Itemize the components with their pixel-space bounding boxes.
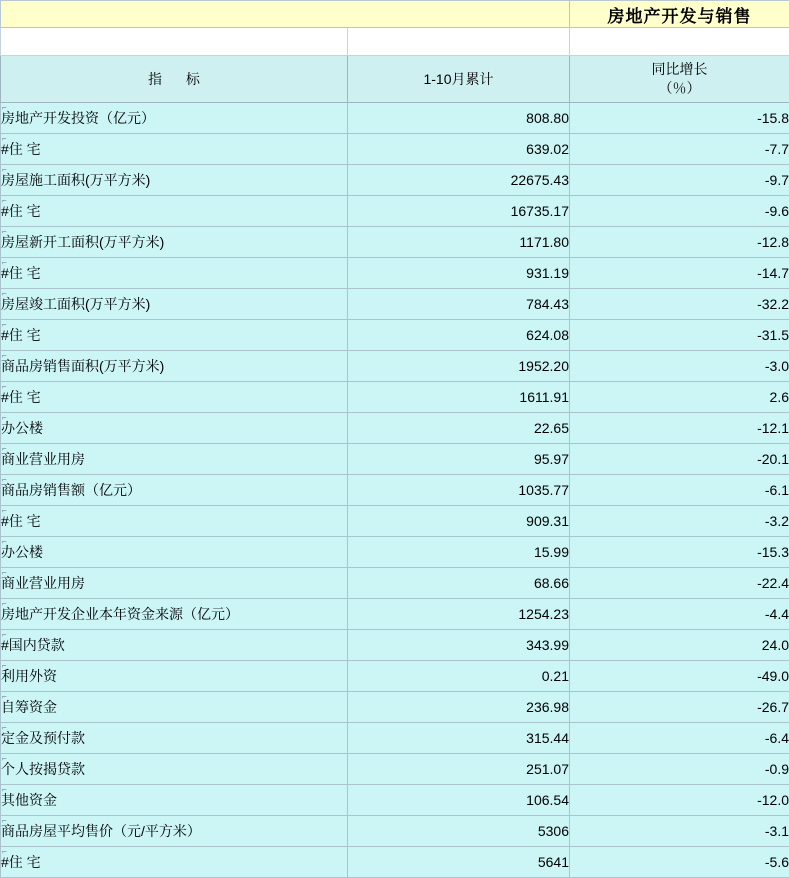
title-blank-left — [1, 1, 348, 28]
table-row — [1, 382, 789, 413]
cell-marker-icon: ⌐ — [2, 476, 7, 484]
row-label — [1, 537, 348, 568]
row-value: 624.08 — [348, 320, 570, 351]
row-growth: -49.0 — [570, 661, 789, 692]
header-growth-line1: 同比增长 — [570, 60, 789, 79]
row-label-text: 个人按揭贷款 — [1, 761, 85, 777]
title-blank-mid — [348, 1, 570, 28]
table-body — [1, 1, 789, 878]
row-value: 251.07 — [348, 754, 570, 785]
row-label-text: 商业营业用房 — [1, 451, 85, 467]
row-value: 236.98 — [348, 692, 570, 723]
row-growth: -31.5 — [570, 320, 789, 351]
table-row — [1, 227, 789, 258]
table-row — [1, 692, 789, 723]
row-growth: -15.8 — [570, 103, 789, 134]
row-label-text: 利用外资 — [1, 668, 57, 684]
row-value: 95.97 — [348, 444, 570, 475]
row-value: 784.43 — [348, 289, 570, 320]
cell-marker-icon: ⌐ — [2, 352, 7, 360]
table-row — [1, 568, 789, 599]
row-value: 343.99 — [348, 630, 570, 661]
row-label-text: #住 宅 — [1, 513, 41, 529]
row-label — [1, 382, 348, 413]
row-growth: -4.4 — [570, 599, 789, 630]
row-value: 16735.17 — [348, 196, 570, 227]
row-value: 106.54 — [348, 785, 570, 816]
table-row — [1, 785, 789, 816]
cell-marker-icon: ⌐ — [2, 600, 7, 608]
cell-marker-icon: ⌐ — [2, 786, 7, 794]
row-label — [1, 599, 348, 630]
table-row — [1, 444, 789, 475]
row-label — [1, 630, 348, 661]
row-growth: -6.1 — [570, 475, 789, 506]
cell-marker-icon: ⌐ — [2, 414, 7, 422]
cell-marker-icon: ⌐ — [2, 290, 7, 298]
table-row — [1, 258, 789, 289]
spacer-cell-1 — [1, 28, 348, 56]
row-label-text: 房地产开发企业本年资金来源（亿元） — [1, 606, 239, 622]
table-row — [1, 289, 789, 320]
page-title: 房地产开发与销售 — [570, 1, 789, 28]
row-label — [1, 165, 348, 196]
table-row — [1, 506, 789, 537]
row-growth: -9.6 — [570, 196, 789, 227]
row-label — [1, 320, 348, 351]
row-growth: 24.0 — [570, 630, 789, 661]
table-row — [1, 134, 789, 165]
row-label-text: #住 宅 — [1, 265, 41, 281]
row-label — [1, 227, 348, 258]
row-growth: -12.0 — [570, 785, 789, 816]
cell-marker-icon: ⌐ — [2, 724, 7, 732]
row-growth: -3.1 — [570, 816, 789, 847]
row-label — [1, 134, 348, 165]
row-value: 1611.91 — [348, 382, 570, 413]
cell-marker-icon: ⌐ — [2, 228, 7, 236]
row-label-text: 定金及预付款 — [1, 730, 85, 746]
table-row — [1, 847, 789, 878]
row-growth: -7.7 — [570, 134, 789, 165]
row-label-text: 办公楼 — [1, 420, 43, 436]
row-value: 15.99 — [348, 537, 570, 568]
row-growth: -6.4 — [570, 723, 789, 754]
table-row — [1, 816, 789, 847]
row-value: 1035.77 — [348, 475, 570, 506]
header-growth-line2: （％） — [570, 79, 789, 98]
row-value: 68.66 — [348, 568, 570, 599]
cell-marker-icon: ⌐ — [2, 693, 7, 701]
row-value: 22.65 — [348, 413, 570, 444]
cell-marker-icon: ⌐ — [2, 848, 7, 856]
table-row — [1, 103, 789, 134]
row-label-text: 自筹资金 — [1, 699, 57, 715]
row-growth: -3.0 — [570, 351, 789, 382]
table-row — [1, 661, 789, 692]
row-label-text: 商业营业用房 — [1, 575, 85, 591]
row-growth: -12.8 — [570, 227, 789, 258]
row-label-text: #住 宅 — [1, 389, 41, 405]
cell-marker-icon: ⌐ — [2, 569, 7, 577]
table-row — [1, 196, 789, 227]
row-label — [1, 785, 348, 816]
row-label-text: 商品房销售额（亿元） — [1, 482, 141, 498]
table-row — [1, 754, 789, 785]
row-label-text: 办公楼 — [1, 544, 43, 560]
cell-marker-icon: ⌐ — [2, 755, 7, 763]
row-label — [1, 847, 348, 878]
table-row — [1, 537, 789, 568]
row-growth: -15.3 — [570, 537, 789, 568]
spacer-cell-2 — [348, 28, 570, 56]
row-growth: -14.7 — [570, 258, 789, 289]
row-value: 315.44 — [348, 723, 570, 754]
row-label — [1, 661, 348, 692]
row-label — [1, 723, 348, 754]
cell-marker-icon: ⌐ — [2, 507, 7, 515]
table-row — [1, 165, 789, 196]
row-growth: -9.7 — [570, 165, 789, 196]
row-label — [1, 103, 348, 134]
row-growth: -32.2 — [570, 289, 789, 320]
row-label-text: #住 宅 — [1, 203, 41, 219]
row-growth: 2.6 — [570, 382, 789, 413]
row-label-text: 其他资金 — [1, 792, 57, 808]
table-row — [1, 723, 789, 754]
row-growth: -0.9 — [570, 754, 789, 785]
row-value: 22675.43 — [348, 165, 570, 196]
row-value: 808.80 — [348, 103, 570, 134]
spacer-cell-3 — [570, 28, 789, 56]
header-row — [1, 56, 789, 103]
row-label-text: 商品房屋平均售价（元/平方米） — [1, 823, 201, 839]
row-label-text: 房屋新开工面积(万平方米) — [1, 234, 164, 250]
row-label-text: #住 宅 — [1, 854, 41, 870]
row-value: 1254.23 — [348, 599, 570, 630]
table-row — [1, 413, 789, 444]
row-label-text: 房屋施工面积(万平方米) — [1, 172, 150, 188]
row-label-text: 商品房销售面积(万平方米) — [1, 358, 164, 374]
row-growth: -5.6 — [570, 847, 789, 878]
row-label-text: #住 宅 — [1, 327, 41, 343]
cell-marker-icon: ⌐ — [2, 166, 7, 174]
title-row — [1, 1, 789, 28]
row-growth: -20.1 — [570, 444, 789, 475]
row-label — [1, 258, 348, 289]
row-value: 5306 — [348, 816, 570, 847]
cell-marker-icon: ⌐ — [2, 321, 7, 329]
cell-marker-icon: ⌐ — [2, 631, 7, 639]
row-label — [1, 568, 348, 599]
row-label — [1, 816, 348, 847]
row-label-text: 房屋竣工面积(万平方米) — [1, 296, 150, 312]
header-label-col: 指 标 — [1, 56, 348, 103]
row-label — [1, 754, 348, 785]
row-label — [1, 289, 348, 320]
row-value: 639.02 — [348, 134, 570, 165]
row-label — [1, 351, 348, 382]
row-value: 931.19 — [348, 258, 570, 289]
cell-marker-icon: ⌐ — [2, 817, 7, 825]
row-label — [1, 475, 348, 506]
cell-marker-icon: ⌐ — [2, 259, 7, 267]
row-value: 909.31 — [348, 506, 570, 537]
table-row — [1, 351, 789, 382]
cell-marker-icon: ⌐ — [2, 383, 7, 391]
table-row — [1, 630, 789, 661]
row-label — [1, 506, 348, 537]
row-label-text: #住 宅 — [1, 141, 41, 157]
cell-marker-icon: ⌐ — [2, 662, 7, 670]
row-label-text: #国内贷款 — [1, 637, 65, 653]
row-growth: -12.1 — [570, 413, 789, 444]
table-row — [1, 599, 789, 630]
cell-marker-icon: ⌐ — [2, 445, 7, 453]
cell-marker-icon: ⌐ — [2, 104, 7, 112]
cell-marker-icon: ⌐ — [2, 135, 7, 143]
table-row — [1, 475, 789, 506]
row-label — [1, 444, 348, 475]
header-growth-col — [570, 56, 789, 103]
row-growth: -3.2 — [570, 506, 789, 537]
row-value: 1952.20 — [348, 351, 570, 382]
header-value-col: 1-10月累计 — [348, 56, 570, 103]
row-value: 0.21 — [348, 661, 570, 692]
row-value: 5641 — [348, 847, 570, 878]
row-growth: -22.4 — [570, 568, 789, 599]
spacer-row — [1, 28, 789, 56]
row-label — [1, 413, 348, 444]
cell-marker-icon: ⌐ — [2, 538, 7, 546]
row-label-text: 房地产开发投资（亿元） — [1, 110, 155, 126]
row-label — [1, 692, 348, 723]
row-growth: -26.7 — [570, 692, 789, 723]
row-value: 1171.80 — [348, 227, 570, 258]
row-label — [1, 196, 348, 227]
cell-marker-icon: ⌐ — [2, 197, 7, 205]
table-row — [1, 320, 789, 351]
